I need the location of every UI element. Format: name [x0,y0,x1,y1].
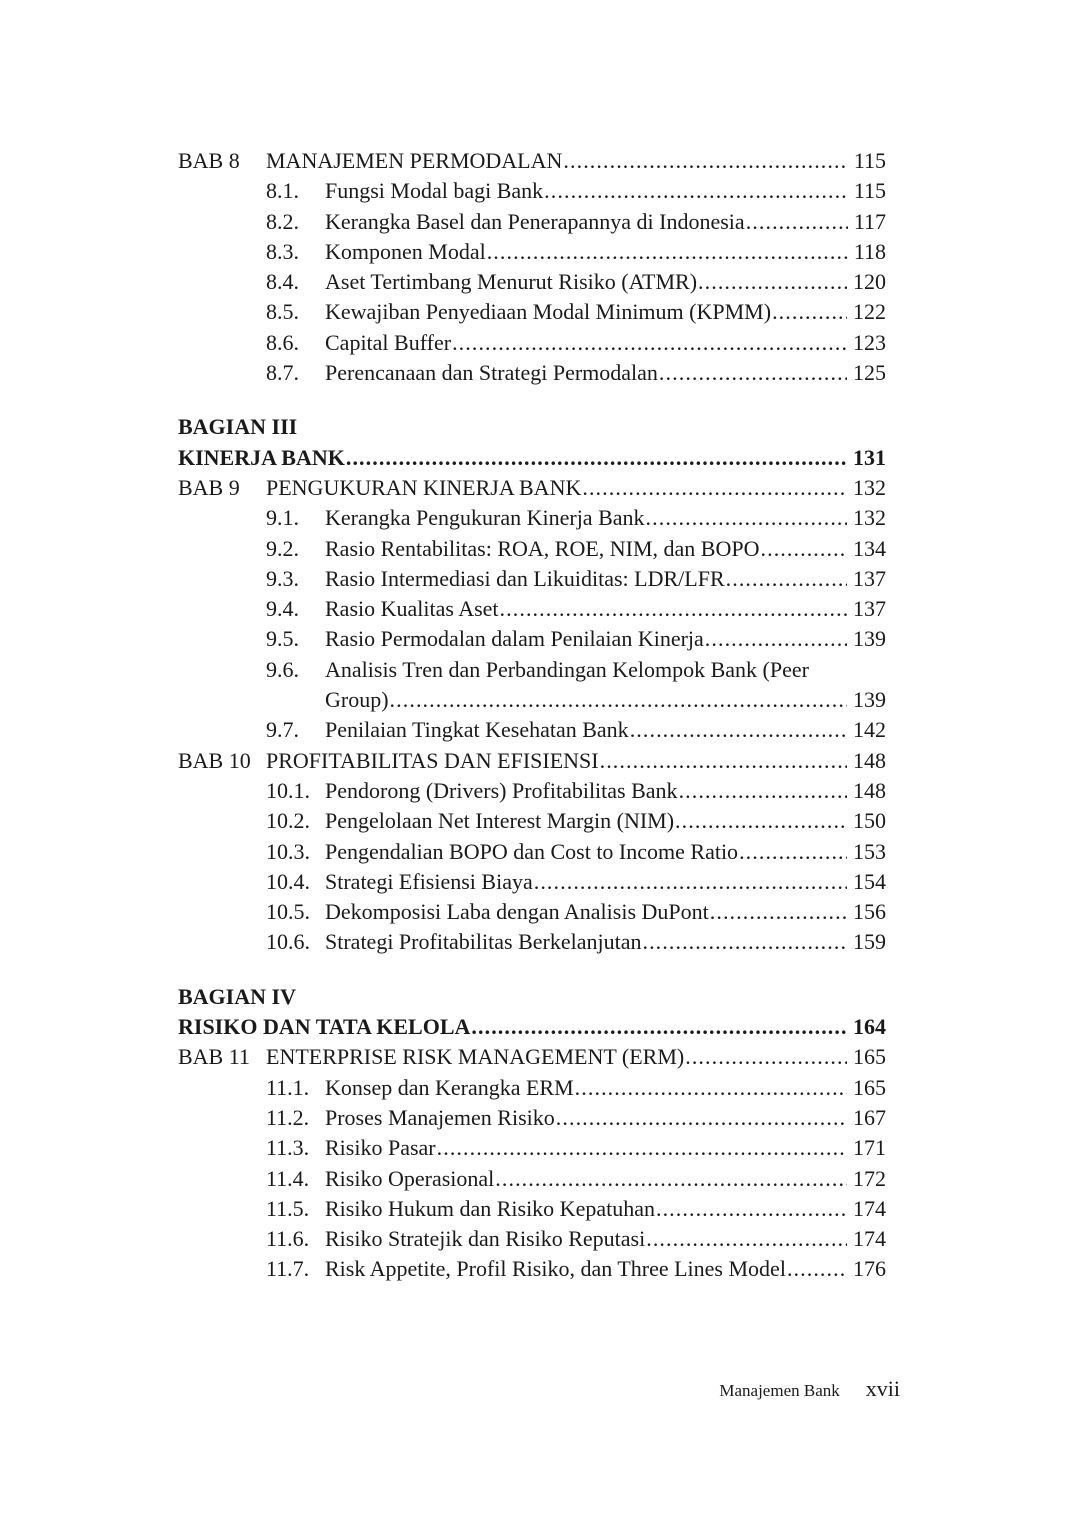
toc-item[interactable] [178,624,886,654]
chapter-row[interactable] [178,473,886,503]
folio-page-number: xvii [865,1376,900,1401]
page-number: 154 [853,868,886,894]
item-title: Penilaian Tingkat Kesehatan Bank [325,717,629,743]
chapter-title: PROFITABILITAS DAN EFISIENSI [266,747,599,773]
item-title: Rasio Rentabilitas: ROA, ROE, NIM, dan BOPO [325,535,760,561]
toc-item[interactable] [178,837,886,867]
page-number: 165 [853,1074,886,1100]
toc-item[interactable] [178,1254,886,1284]
item-number: 11.4. [266,1165,310,1191]
dot-leader [710,897,847,927]
item-title: Konsep dan Kerangka ERM [325,1074,574,1100]
item-title: Proses Manajemen Risiko [325,1104,555,1130]
part-label: BAGIAN III [178,414,298,440]
dot-leader [705,624,847,654]
item-number: 8.4. [266,269,299,295]
dot-leader [534,867,847,897]
item-number: 11.2. [266,1104,310,1130]
item-title: Kewajiban Penyediaan Modal Minimum (KPMM) [325,299,772,325]
chapter-label: BAB 8 [178,148,240,173]
dot-leader [630,715,847,745]
item-title: Dekomposisi Laba dengan Analisis DuPont [325,899,709,925]
part-label: BAGIAN IV [178,983,296,1009]
item-title: Risiko Hukum dan Risiko Kepatuhan [325,1195,655,1221]
page-number: 172 [853,1165,886,1191]
item-title: Risiko Operasional [325,1165,495,1191]
toc-item[interactable] [178,715,886,745]
page-number: 137 [853,596,886,622]
dot-leader [787,1254,847,1284]
chapter-title: ENTERPRISE RISK MANAGEMENT (ERM) [266,1044,685,1070]
dot-leader [563,146,847,176]
dot-leader [739,837,847,867]
dot-leader [390,685,847,715]
chapter-row[interactable] [178,146,886,176]
item-title: Pendorong (Drivers) Profitabilitas Bank [325,777,678,803]
dot-leader [452,328,847,358]
page-number: 115 [853,178,886,204]
item-title: Kerangka Basel dan Penerapannya di Indonesia [325,208,745,234]
part-title: KINERJA BANK [178,444,345,470]
dot-leader [556,1103,847,1133]
page-number: 137 [853,565,886,591]
chapter-row[interactable] [178,746,886,776]
item-title: Strategi Profitabilitas Berkelanjutan [325,929,642,955]
toc-item[interactable] [178,328,886,358]
dot-leader [642,927,847,957]
item-number: 9.3. [266,565,299,591]
dot-leader [726,564,847,594]
page-number: 132 [853,474,886,500]
page-number: 132 [853,505,886,531]
item-title: Pengendalian BOPO dan Cost to Income Ratio [325,838,739,864]
page-number: 139 [853,626,886,652]
dot-leader [500,594,847,624]
item-number: 10.1. [266,777,310,803]
item-number: 11.6. [266,1226,310,1252]
part-row[interactable] [178,443,886,473]
item-number: 9.7. [266,717,299,743]
part-row[interactable] [178,1012,886,1042]
toc-item[interactable] [178,297,886,327]
item-title: Risiko Pasar [325,1135,436,1161]
item-title: Aset Tertimbang Menurut Risiko (ATMR) [325,269,698,295]
page-number: 122 [853,299,886,325]
page-number: 153 [853,838,886,864]
page-number: 125 [853,360,886,386]
toc-item-continuation[interactable] [178,685,886,715]
page-footer [700,1376,900,1402]
dot-leader [772,297,847,327]
page-number: 164 [853,1014,886,1040]
toc-item[interactable] [178,594,886,624]
toc-item[interactable] [178,1073,886,1103]
item-title: Rasio Permodalan dalam Penilaian Kinerja [325,626,704,652]
toc-item[interactable] [178,176,886,206]
item-number: 8.6. [266,329,299,355]
dot-leader [646,1224,847,1254]
part-label-row [178,982,886,1012]
page-number: 159 [853,929,886,955]
item-title: Kerangka Pengukuran Kinerja Bank [325,505,645,531]
page-number: 123 [853,329,886,355]
toc-item[interactable] [178,1103,886,1133]
toc-item[interactable] [178,1133,886,1163]
toc-item[interactable] [178,358,886,388]
toc-item[interactable] [178,806,886,836]
page-number: 150 [853,808,886,834]
part-title: RISIKO DAN TATA KELOLA [178,1014,471,1040]
item-number: 10.2. [266,808,310,834]
page-number: 174 [853,1195,886,1221]
page-number: 139 [853,687,886,713]
page-number: 131 [853,444,886,470]
toc-item[interactable] [178,503,886,533]
item-number: 8.2. [266,208,299,234]
item-title: Pengelolaan Net Interest Margin (NIM) [325,808,675,834]
item-number: 10.5. [266,899,310,925]
dot-leader [675,806,847,836]
item-title: Rasio Intermediasi dan Likuiditas: LDR/LFR [325,565,725,591]
page-number: 167 [853,1104,886,1130]
item-number: 11.1. [266,1074,310,1100]
item-title: Rasio Kualitas Aset [325,596,499,622]
page-number: 148 [853,777,886,803]
chapter-label: BAB 11 [178,1044,250,1070]
toc-item[interactable] [178,207,886,237]
item-number: 8.1. [266,178,299,204]
dot-leader [346,443,847,473]
page-number: 156 [853,899,886,925]
item-title: Fungsi Modal bagi Bank [325,178,544,204]
item-title: Analisis Tren dan Perbandingan Kelompok Bank (Peer [325,656,809,682]
item-number: 9.4. [266,596,299,622]
item-number: 8.3. [266,238,299,264]
toc-item[interactable] [178,655,886,685]
toc-item[interactable] [178,867,886,897]
toc-item[interactable] [178,564,886,594]
item-number: 9.1. [266,505,299,531]
item-number: 10.4. [266,868,310,894]
item-number: 8.5. [266,299,299,325]
chapter-label: BAB 9 [178,474,240,500]
toc-item[interactable] [178,927,886,957]
item-number: 9.6. [266,656,299,682]
item-number: 11.3. [266,1135,310,1161]
dot-leader [437,1133,847,1163]
toc-item[interactable] [178,897,886,927]
item-number: 9.2. [266,535,299,561]
item-number: 10.6. [266,929,310,955]
toc-item[interactable] [178,1224,886,1254]
page-number: 134 [853,535,886,561]
item-title: Capital Buffer [325,329,452,355]
toc-item[interactable] [178,534,886,564]
item-title: Risiko Stratejik dan Risiko Reputasi [325,1226,646,1252]
dot-leader [471,1012,847,1042]
item-number: 10.3. [266,838,310,864]
table-of-contents [178,146,886,1285]
dot-leader [495,1164,847,1194]
page-number: 174 [853,1226,886,1252]
page-number: 165 [853,1044,886,1070]
dot-leader [656,1194,847,1224]
chapter-title: PENGUKURAN KINERJA BANK [266,474,582,500]
chapter-label: BAB 10 [178,747,251,773]
dot-leader [646,503,847,533]
page-number: 171 [853,1135,886,1161]
dot-leader [679,776,847,806]
page-number: 118 [853,238,886,264]
item-title: Komponen Modal [325,238,486,264]
dot-leader [659,358,847,388]
part-label-row [178,412,886,442]
dot-leader [582,473,847,503]
item-title: Strategi Efisiensi Biaya [325,868,533,894]
page-number: 120 [853,269,886,295]
item-number: 9.5. [266,626,299,652]
item-title: Risk Appetite, Profil Risiko, dan Three Lines Model [325,1256,786,1282]
dot-leader [544,176,848,206]
item-title: Perencanaan dan Strategi Permodalan [325,360,658,386]
chapter-title: MANAJEMEN PERMODALAN [266,148,563,173]
dot-leader [698,267,847,297]
dot-leader [600,746,847,776]
running-footer-title: Manajemen Bank [719,1381,840,1400]
dot-leader [487,237,848,267]
toc-item[interactable] [178,1164,886,1194]
dot-leader [761,534,848,564]
page-number: 148 [853,747,886,773]
dot-leader [575,1073,847,1103]
item-number: 11.5. [266,1195,310,1221]
item-number: 11.7. [266,1256,310,1282]
chapter-row[interactable] [178,1042,886,1072]
page-number: 115 [853,148,886,173]
page-number: 117 [853,208,886,234]
toc-item[interactable] [178,237,886,267]
dot-leader [685,1042,847,1072]
toc-item[interactable] [178,776,886,806]
page-number: 176 [853,1256,886,1282]
item-number: 8.7. [266,360,299,386]
toc-item[interactable] [178,1194,886,1224]
item-title-continuation: Group) [325,687,389,713]
page-number: 142 [853,717,886,743]
toc-item[interactable] [178,267,886,297]
dot-leader [746,207,848,237]
